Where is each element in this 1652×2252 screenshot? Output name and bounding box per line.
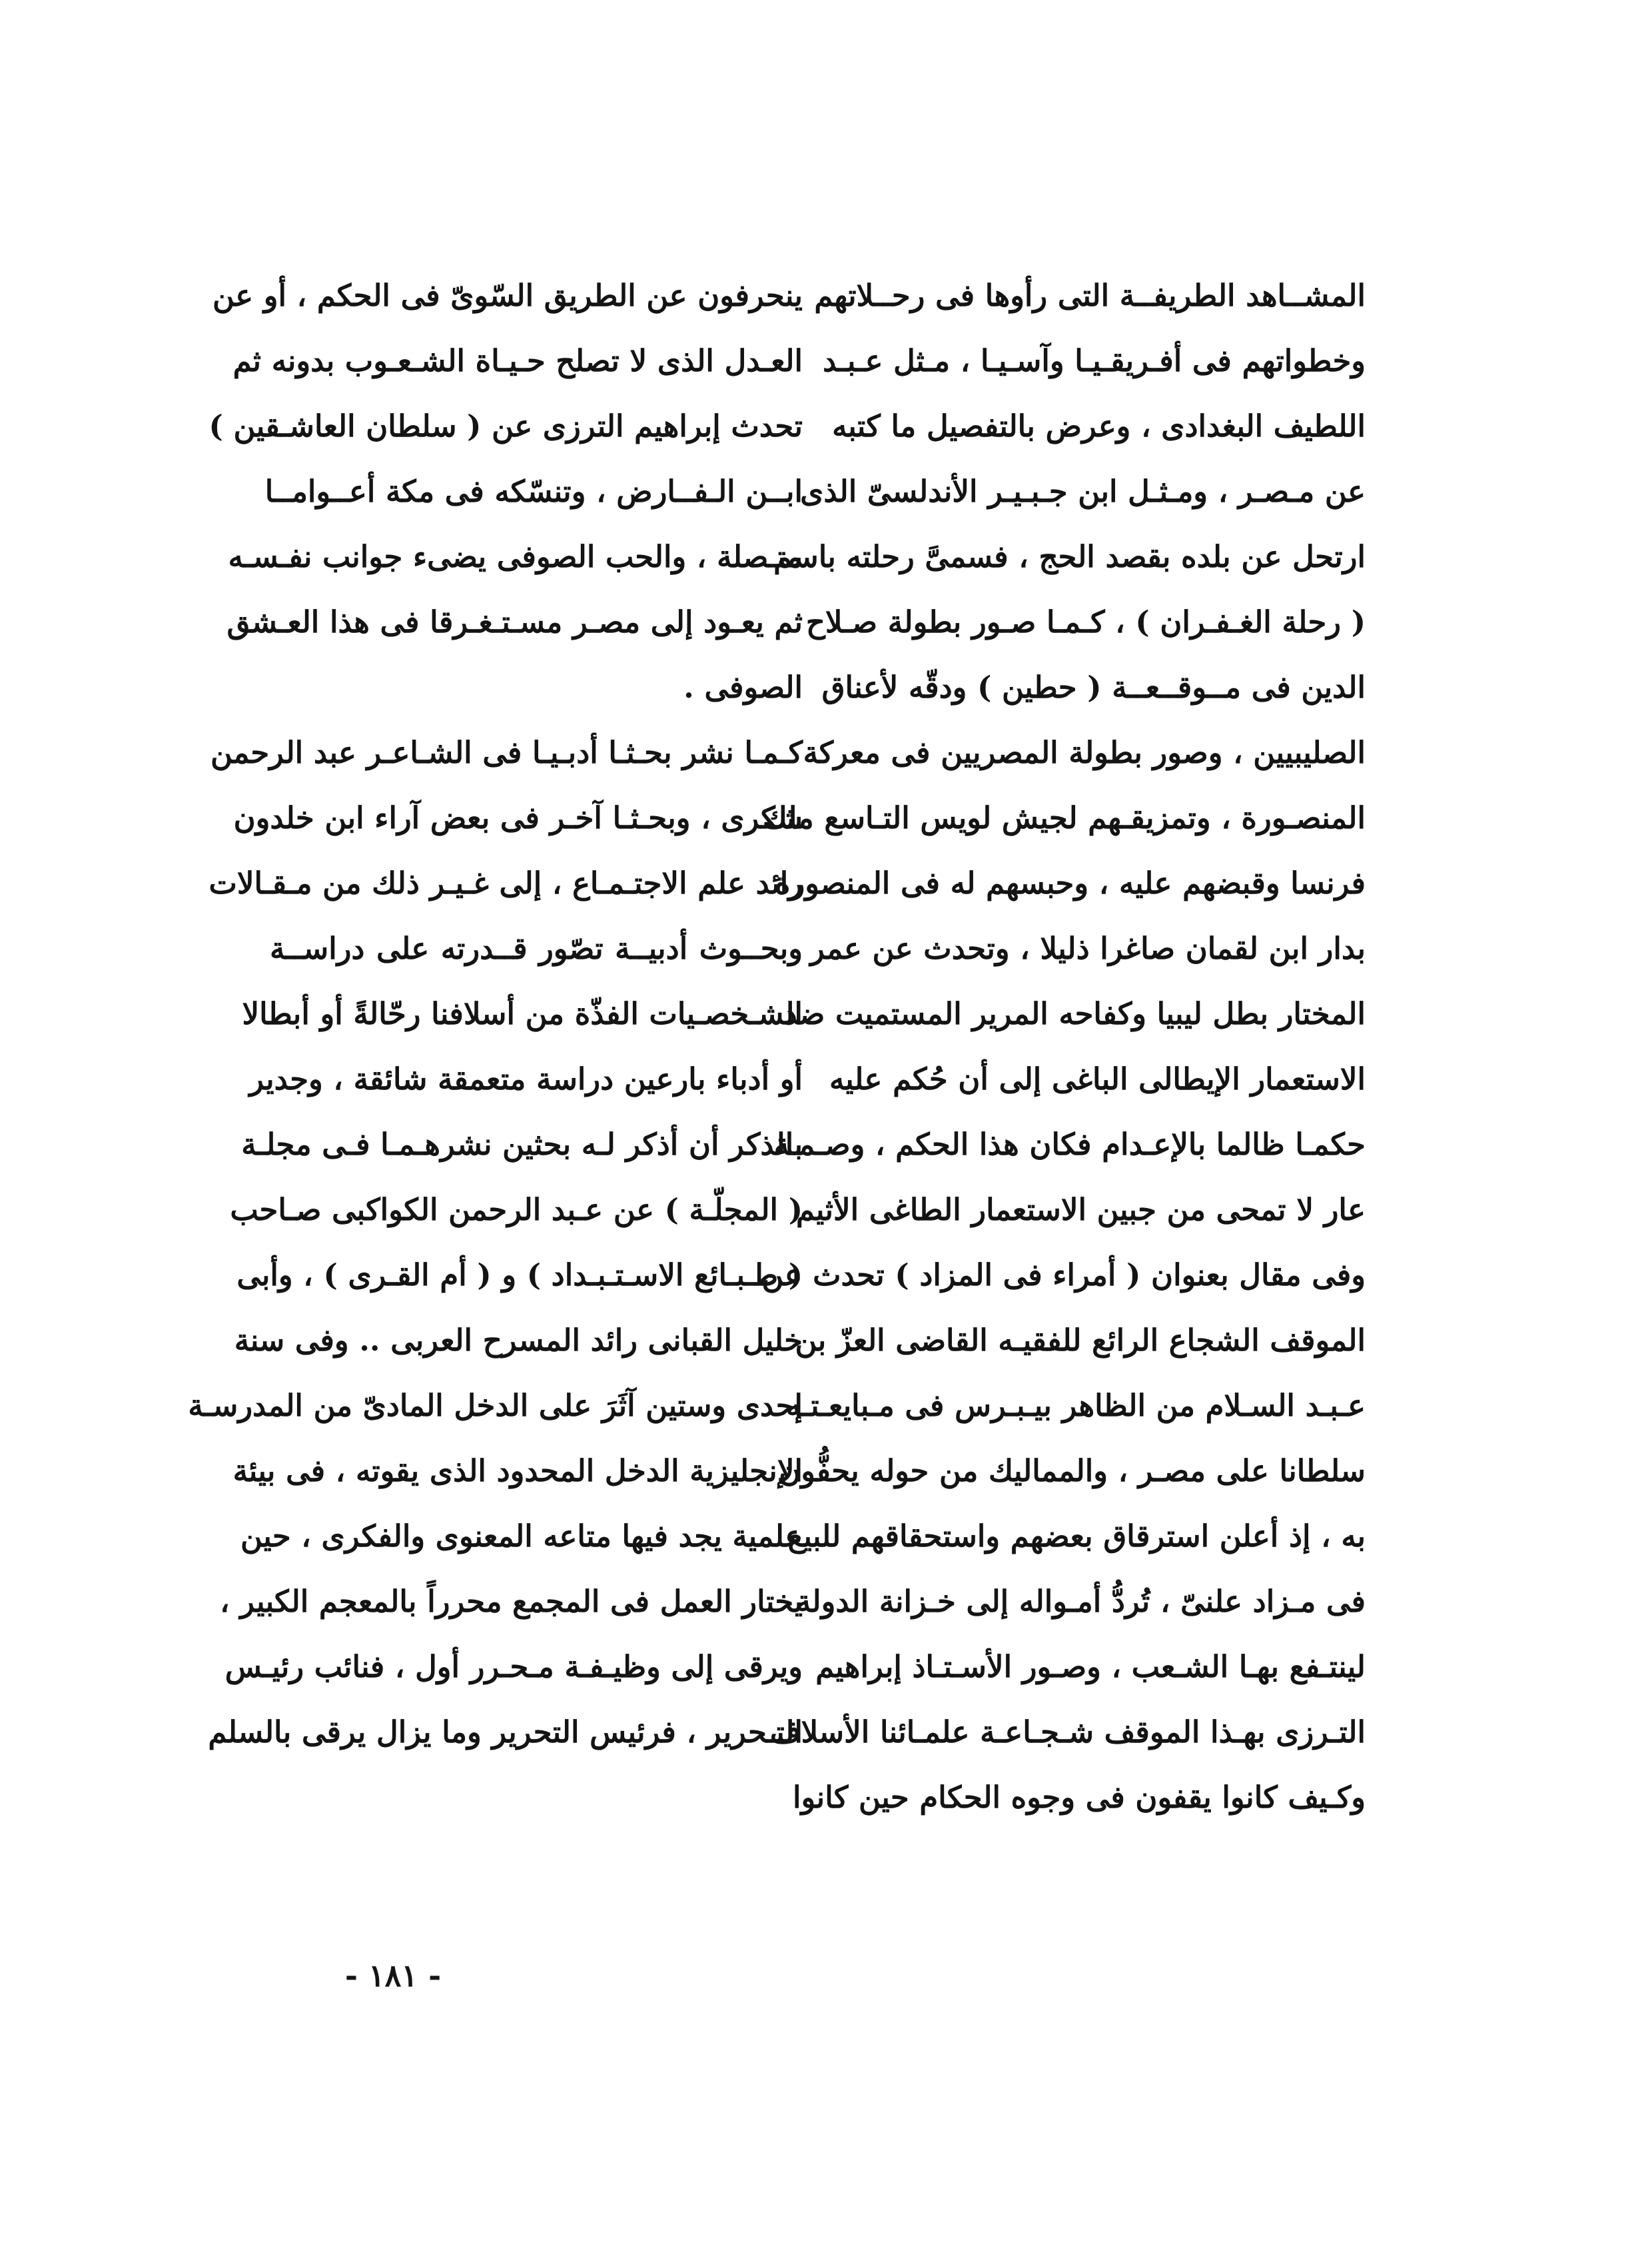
text-line: سلطانا على مصـر ، والمماليك من حوله يحفُّون <box>779 1453 1366 1488</box>
text-line: ينحرفون عن الطريق السّوىّ فى الحكم ، أو عن <box>212 278 803 313</box>
text-line: ( المجلّـة ) عن عـبد الرحمن الكواكبى صـاحب <box>230 1192 803 1227</box>
text-line: المشــاهد الطريفــة التى رأوها فى رحــلاتهم <box>814 278 1366 313</box>
page-number: - ١٨١ - <box>344 1958 442 1993</box>
text-line: عار لا تمحى من جبين الاستعمار الطاغى الأثيم <box>795 1192 1366 1227</box>
text-line: العـدل الذى لا تصلح حـيـاة الشـعـوب بدونه ثم <box>232 343 803 378</box>
left-text-column <box>188 263 803 1765</box>
text-line: وبحــوث أدبيــة تصّور قــدرته على دراســة <box>270 931 803 966</box>
text-line: وخطواتهم فى أفـريقـيـا وآسـيـا ، مـثل عـبـد <box>823 343 1366 378</box>
text-line: فى مـزاد علنىّ ، تُردُّ أمـواله إلى خـزانة الدولة <box>795 1584 1366 1619</box>
text-line: كـمـا نشر بحـثـا أدبـيـا فى الشـاعـر عبد الرحمن <box>210 735 803 770</box>
text-line: وفى مقال بعنوان ( أمراء فى المزاد ) تحدث عن <box>761 1257 1366 1293</box>
text-line: الاستعمار الإيطالى الباغى إلى أن حُكم عليه <box>829 1061 1366 1097</box>
text-line: التـرزى بهـذا الموقف شـجـاعـة علمـائنا الأسلاف <box>769 1714 1366 1750</box>
paragraph-sufi <box>208 263 803 720</box>
text-line: ( رحلة الغـفـران ) ، كـمـا صـور بطولة صـلاح <box>805 604 1366 640</box>
text-line: عـبـد السـلام من الظاهر بيـبـرس فى مـبايعـتـه <box>785 1388 1366 1423</box>
text-line: الصوفى . <box>683 670 803 705</box>
text-line: بالذكر أن أذكر لـه بحثين نشرهـمـا فـى مجلـة <box>241 1127 803 1162</box>
text-line: إحدى وستين آثَرَ على الدخل المادىّ من المدرسـة <box>188 1388 803 1423</box>
text-line: لينتـفع بهـا الشـعب ، وصـور الأسـتـاذ إبراهيم <box>815 1649 1366 1684</box>
text-line: الشـخصـيات الفذّة من أسلافنا رحّالةً أو أبطالا <box>242 996 803 1031</box>
text-line: ويرقى إلى وظيـفـة مـحـرر أول ، فنائب رئيـس <box>224 1649 803 1684</box>
paragraph-research <box>188 720 803 1765</box>
text-line: ثم يعـود إلى مصـر مسـتـغـرقا فى هذا العـشق <box>226 604 803 640</box>
text-line: تحدث إبراهيم الترزى عن ( سلطان العاشـقين ) <box>208 408 803 444</box>
text-line: الصليبيين ، وصور بطولة المصريين فى معركة <box>803 735 1366 770</box>
text-line: ابــن الـفــارض ، وتنسّكه فى مكة أعــوامــا <box>264 474 803 509</box>
text-line: اللطيف البغدادى ، وعرض بالتفصيل ما كتبه <box>832 408 1366 444</box>
text-line: التـحرير ، فرئيس التحرير وما يزال يرقى بالسلم <box>208 1714 803 1750</box>
text-line: المختار بطل ليبيا وكفاحه المرير المستميت ضد <box>783 996 1366 1031</box>
text-line: وكـيف كانوا يقفون فى وجوه الحكام حين كانوا <box>792 1780 1366 1815</box>
text-line: به ، إذ أعلن استرقاق بعضهم واستحقاقهم للبيع <box>787 1518 1366 1554</box>
text-line: خليل القبانى رائد المسرح العربى .. وفى سنة <box>234 1323 803 1358</box>
text-line: شكرى ، وبحـثـا آخـر فى بعض آراء ابن خلدون <box>233 800 803 836</box>
text-line: متـصلة ، والحب الصوفى يضىء جوانب نفـسـه <box>228 539 803 574</box>
text-line: يختار العمل فى المجمع محرراً بالمعجم الكبير ، <box>220 1584 803 1619</box>
text-line: ارتحل عن بلده بقصد الحج ، فسمىَّ رحلته باسم <box>773 539 1366 574</box>
text-line: حكمـا ظالما بالإعـدام فكان هذا الحكم ، وصـمـة <box>773 1127 1366 1162</box>
text-line: الدين فى مــوقــعــة ( حطين ) ودقّه لأعناق <box>821 670 1366 705</box>
text-line: علمية يجد فيها متاعه المعنوى والفكرى ، حين <box>240 1518 803 1554</box>
text-line: فرنسا وقبضهم عليه ، وحبسهم له فى المنصورة <box>774 865 1366 901</box>
text-line: الإنجليزية الدخل المحدود الذى يقوته ، فى بيئة <box>232 1453 803 1488</box>
text-line: الموقف الشجاع الرائع للفقيـه القاضى العزّ بن <box>795 1323 1366 1358</box>
text-line: المنصـورة ، وتمزيقـهم لجيش لويس التـاسع ملك <box>762 800 1366 836</box>
text-line: عن مـصـر ، ومـثـل ابن جـبـيـر الأندلسىّ الذى <box>800 474 1366 509</box>
right-text-column <box>761 263 1366 1830</box>
text-line: أو أدباء بارعين دراسة متعمقة شائقة ، وجدير <box>249 1061 803 1097</box>
text-line: بدار ابن لقمان صاغرا ذليلا ، وتحدث عن عمر <box>810 931 1366 966</box>
text-line: ( طـبـائع الاسـتـبـداد ) و ( أم القـرى ) ، وأبى <box>236 1257 803 1293</box>
text-line: رائد علم الاجتـمـاع ، إلى غـيـر ذلك من مـقـالات <box>208 865 803 901</box>
